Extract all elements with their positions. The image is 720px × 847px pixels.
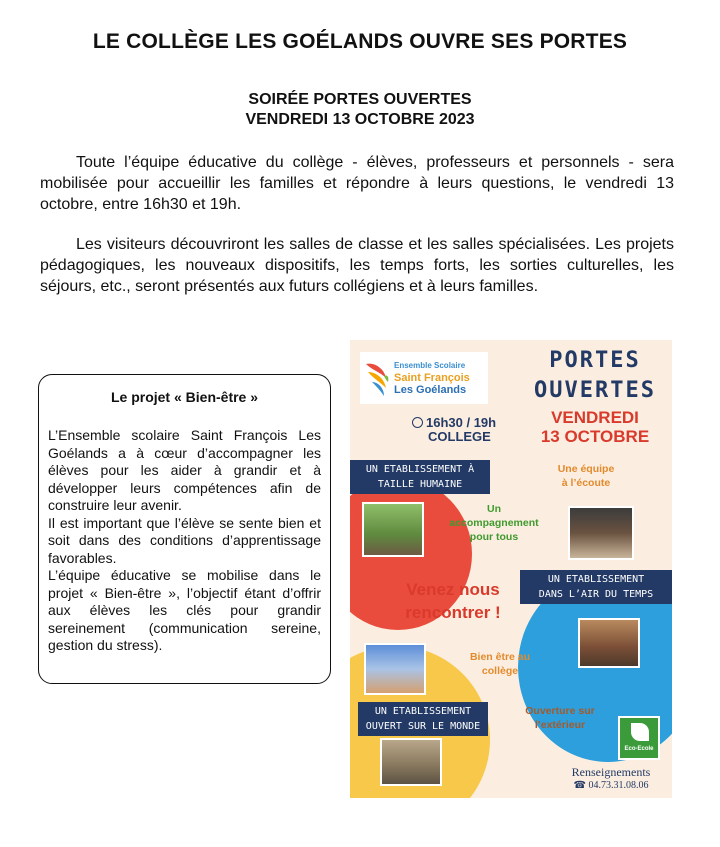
bien-line2: collège (481, 665, 519, 677)
date-line2: 13 OCTOBRE (540, 427, 650, 446)
banner2-line2: DANS L’AIR DU TEMPS (538, 589, 654, 600)
time-text: 16h30 / 19h (426, 415, 497, 430)
banner-air-du-temps (520, 570, 672, 604)
paragraph-1: Toute l’équipe éducative du collège - élèves, professeurs et personnels - sera mobilisée pour accueillir les familles et répondre à leurs questions, le vendredi 13 octobre, entre 16h30 et 19h. (40, 154, 674, 213)
paragraph-2: Les visiteurs découvriront les salles de classe et les salles spécialisées. Les projets pédagogiques, les nouveaux dispositifs, les temps forts, les sorties culturelles, les séjours, etc., seront présentés aux futurs collégiens et à leurs familles. (40, 236, 674, 295)
accompagnement-text (434, 502, 554, 544)
poster (350, 340, 672, 798)
logo-line3: Les Goélands (394, 384, 467, 396)
photo-group-outdoor (362, 502, 424, 557)
clock-icon (412, 417, 423, 428)
logo-line2: Saint François (394, 372, 470, 384)
ouv-line2: l’extérieur (534, 719, 586, 731)
renseignements (556, 766, 666, 792)
poster-heading (520, 346, 670, 406)
bien-etre-text (450, 650, 550, 678)
photo-trip (364, 643, 426, 695)
bien-line1: Bien être au (469, 651, 531, 663)
banner2-line1: UN ETABLISSEMENT (547, 574, 645, 585)
phone-icon: ☎ (573, 780, 589, 791)
accomp-line2: accompagnement (449, 517, 539, 529)
subtitle (0, 90, 720, 130)
banner1-line2: TAILLE HUMAINE (377, 479, 463, 490)
box-line-3: L’équipe éducative se mobilise dans le projet « Bien-être », l’objectif étant d’offrir aux élèves les clés pour grandir sereinement (communication sereine, gestion du stress). (48, 567, 321, 653)
phone-number: 04.73.31.08.06 (588, 780, 649, 791)
accomp-line3: pour tous (469, 531, 519, 543)
accomp-line1: Un (487, 503, 501, 515)
bird-logo-icon (364, 358, 390, 398)
page-title: LE COLLÈGE LES GOÉLANDS OUVRE SES PORTES (92, 30, 628, 53)
photo-group-indoor (568, 506, 634, 560)
box-title: Le projet « Bien-être » (110, 389, 259, 405)
venez-text (390, 578, 516, 624)
ouverture-text (515, 704, 605, 732)
venez-line1: Venez nous (406, 580, 500, 599)
banner1-line1: UN ETABLISSEMENT À (365, 464, 475, 475)
bien-etre-box (38, 374, 331, 684)
logo-text (394, 360, 470, 396)
poster-date (520, 408, 670, 446)
subtitle-line1: SOIRÉE PORTES OUVERTES (248, 91, 472, 108)
heading-line1: PORTES (549, 348, 641, 373)
banner3-line2: OUVERT SUR LE MONDE (365, 721, 481, 732)
poster-time (412, 416, 512, 444)
box-line-2: Il est important que l’élève se sente bien et soit dans des conditions d’apprentissage favorables. (48, 514, 321, 566)
school-logo (360, 352, 488, 404)
photo-classroom (578, 618, 640, 668)
equipe-text (546, 462, 626, 490)
place-text: COLLEGE (428, 429, 491, 444)
logo-line1: Ensemble Scolaire (394, 361, 466, 370)
eco-ecole-badge (618, 716, 660, 760)
ouv-line1: Ouverture sur (525, 705, 595, 717)
equipe-line1: Une équipe (557, 463, 615, 475)
date-line1: VENDREDI (551, 408, 639, 427)
subtitle-line2: VENDREDI 13 OCTOBRE 2023 (245, 111, 475, 128)
rens-label: Renseignements (571, 765, 651, 779)
banner-ouvert-monde (358, 702, 488, 736)
heading-line2: OUVERTES (534, 378, 656, 403)
banner3-line1: UN ETABLISSEMENT (374, 706, 472, 717)
banner-taille-humaine (350, 460, 490, 494)
equipe-line2: à l’écoute (561, 477, 611, 489)
venez-line2: rencontrer ! (405, 603, 501, 622)
box-line-1: L’Ensemble scolaire Saint François Les Goélands a à cœur d’accompagner les élèves pour les aider à grandir et à développer leurs compétences afin de construire leur avenir. (48, 427, 321, 513)
leaf-icon (631, 723, 649, 741)
eco-label: Eco-Ecole (624, 746, 654, 752)
photo-building (380, 738, 442, 786)
